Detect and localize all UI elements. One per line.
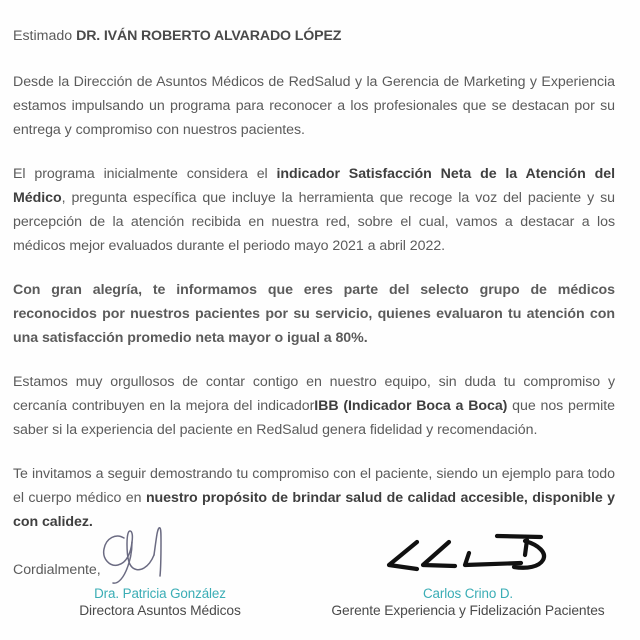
paragraph-indicator-run-1-bold: indicador Satisfacción Neta de la Atención del Médico xyxy=(13,166,615,206)
greeting-recipient-name: DR. IVÁN ROBERTO ALVARADO LÓPEZ xyxy=(76,28,342,44)
handwritten-signature-patricia-icon xyxy=(80,524,240,586)
paragraph-ibb xyxy=(13,370,615,442)
signature-role-right: Gerente Experiencia y Fidelización Pacientes xyxy=(331,603,605,618)
paragraph-invitation-run-0: Te invitamos a seguir demostrando tu compromiso con el paciente, siendo un ejemplo para todo el cuerpo médico en xyxy=(13,466,615,506)
signature-name-right: Carlos Crino D. xyxy=(422,586,514,601)
greeting-salutation: Estimado xyxy=(13,28,73,44)
paragraph-indicator-run-2: , pregunta específica que incluye la herramienta que recoge la voz del paciente y su percepción de la atención recibida en nuestra red, sobre el cual, vamos a destacar a los médicos mejor evaluados durante el periodo mayo 2021 a abril 2022. xyxy=(13,190,615,254)
paragraph-ibb-run-2: que nos permite saber si la experiencia del paciente en RedSalud genera fidelidad y recomendación. xyxy=(13,398,615,438)
letter-body xyxy=(13,0,615,582)
paragraph-indicator xyxy=(13,162,615,258)
signature-block-right xyxy=(318,524,618,619)
signature-name-left: Dra. Patricia González xyxy=(94,586,226,601)
paragraph-invitation-run-1-bold: nuestro propósito de brindar salud de calidad accesible, disponible y con calidez. xyxy=(13,490,615,530)
paragraph-recognition xyxy=(13,278,615,350)
paragraph-ibb-run-1-bold: IBB (Indicador Boca a Boca) xyxy=(314,398,508,414)
paragraph-indicator-run-0: El programa inicialmente considera el xyxy=(13,166,277,182)
paragraph-ibb-run-0: Estamos muy orgullosos de contar contigo en nuestro equipo, sin duda tu compromiso y cercanía contribuyen en la mejora del indicador xyxy=(13,374,615,414)
signature-block-left xyxy=(30,524,290,619)
paragraph-intro-run-0: Desde la Dirección de Asuntos Médicos de RedSalud y la Gerencia de Marketing y Experiencia estamos impulsando un programa para reconocer a los profesionales que se destacan por su entrega y compromiso con nuestros pacientes. xyxy=(13,74,615,138)
signature-role-left: Directora Asuntos Médicos xyxy=(79,603,241,618)
paragraph-recognition-run-0-bold: Con gran alegría, te informamos que eres parte del selecto grupo de médicos reconocidos por nuestros pacientes por su servicio, quienes evaluaron tu atención con una satisfacción promedio neta mayor o igual a 80%. xyxy=(13,282,615,346)
paragraph-intro xyxy=(13,70,615,142)
greeting-line xyxy=(13,24,615,48)
closing-line: Cordialmente, xyxy=(13,562,101,578)
handwritten-signature-carlos-icon xyxy=(373,524,563,586)
signature-area xyxy=(0,524,640,640)
